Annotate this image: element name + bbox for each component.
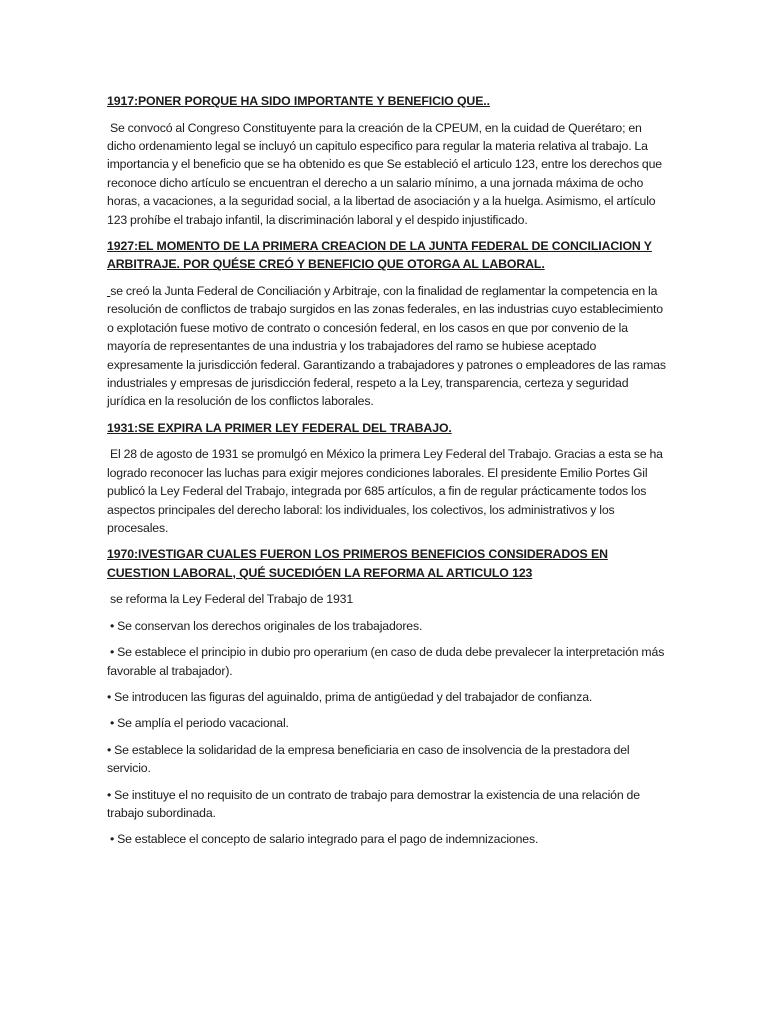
section-paragraph-wrapper bbox=[107, 282, 667, 411]
section-heading: 1927:EL MOMENTO DE LA PRIMERA CREACION DE LA JUNTA FEDERAL DE CONCILIACION Y ARBITRAJE. POR QUÉSE CREÓ Y BENEFICIO QUE OTORGA AL LABORAL. bbox=[107, 238, 652, 272]
bullet-item: • Se amplía el periodo vacacional. bbox=[107, 716, 289, 731]
bullet-item: • Se conservan los derechos originales de los trabajadores. bbox=[107, 618, 423, 633]
section-paragraph: se creó la Junta Federal de Conciliación y Arbitraje, con la finalidad de reglamentar la competencia en la resolución de conflictos de trabajo surgidos en las zonas federales, en las industrias cuyo establecimiento o explotación fuese motivo de contrato o concesión federal, en los casos en que por convenio de la mayoría de representantes de una industria y los trabajadores del ramo se hubiese aceptado expresamente la jurisdicción federal. Garantizando a trabajadores y patrones o empleadores de las ramas industriales y empresas de jurisdicción federal, respeto a la Ley, transparencia, certeza y seguridad jurídica en la resolución de los conflictos laborales. bbox=[107, 283, 666, 409]
section-paragraph: El 28 de agosto de 1931 se promulgó en México la primera Ley Federal del Trabajo. Gracias a esta se ha logrado reconocer las luchas para exigir mejores condiciones laborales. El presidente Emilio Portes Gil publicó la Ley Federal del Trabajo, integrada por 685 artículos, a fin de regular prácticamente todos los aspectos principales del derecho laboral: los individuales, los colectivos, los administrativos y los procesales. bbox=[107, 447, 666, 535]
bullet-item: • Se establece la solidaridad de la empresa beneficiaria en caso de insolvencia de la prestadora del servicio. bbox=[107, 742, 633, 776]
section-1917 bbox=[107, 92, 667, 229]
bullet-item: • Se introducen las figuras del aguinaldo, prima de antigüedad y del trabajador de confianza. bbox=[107, 689, 593, 704]
section-heading: 1931:SE EXPIRA LA PRIMER LEY FEDERAL DEL TRABAJO. bbox=[107, 420, 452, 435]
section-1970 bbox=[107, 545, 667, 848]
bullet-item: • Se instituye el no requisito de un contrato de trabajo para demostrar la existencia de una relación de trabajo subordinada. bbox=[107, 787, 643, 820]
section-1931 bbox=[107, 419, 667, 538]
section-heading: 1917:PONER PORQUE HA SIDO IMPORTANTE Y BENEFICIO QUE.. bbox=[107, 94, 490, 108]
section-paragraph: Se convocó al Congreso Constituyente para la creación de la CPEUM, en la cuidad de Querétaro; en dicho ordenamiento legal se incluyó un capitulo especifico para regular la materia relativa al trabajo. La importancia y el beneficio que se ha obtenido es que Se estableció el articulo 123, entre los derechos que reconoce dicho artículo se encuentran el derecho a un salario mínimo, a una jornada máxima de ocho horas, a vacaciones, a la seguridad social, a la libertad de asociación y a la huelga. Asimismo, el artículo 123 prohíbe el trabajo infantil, la discriminación laboral y el despido injustificado. bbox=[107, 120, 665, 227]
bullet-item: • Se establece el principio in dubio pro operarium (en caso de duda debe prevalecer la interpretación más favorable al trabajador). bbox=[107, 645, 668, 678]
document-page bbox=[107, 92, 667, 857]
section-heading: 1970:IVESTIGAR CUALES FUERON LOS PRIMEROS BENEFICIOS CONSIDERADOS EN CUESTION LABORAL, QUÉ SUCEDIÓEN LA REFORMA AL ARTICULO 123 bbox=[107, 547, 608, 580]
bullet-item: • Se establece el concepto de salario integrado para el pago de indemnizaciones. bbox=[107, 832, 539, 847]
section-intro: se reforma la Ley Federal del Trabajo de 1931 bbox=[107, 592, 354, 607]
section-1927 bbox=[107, 237, 667, 411]
